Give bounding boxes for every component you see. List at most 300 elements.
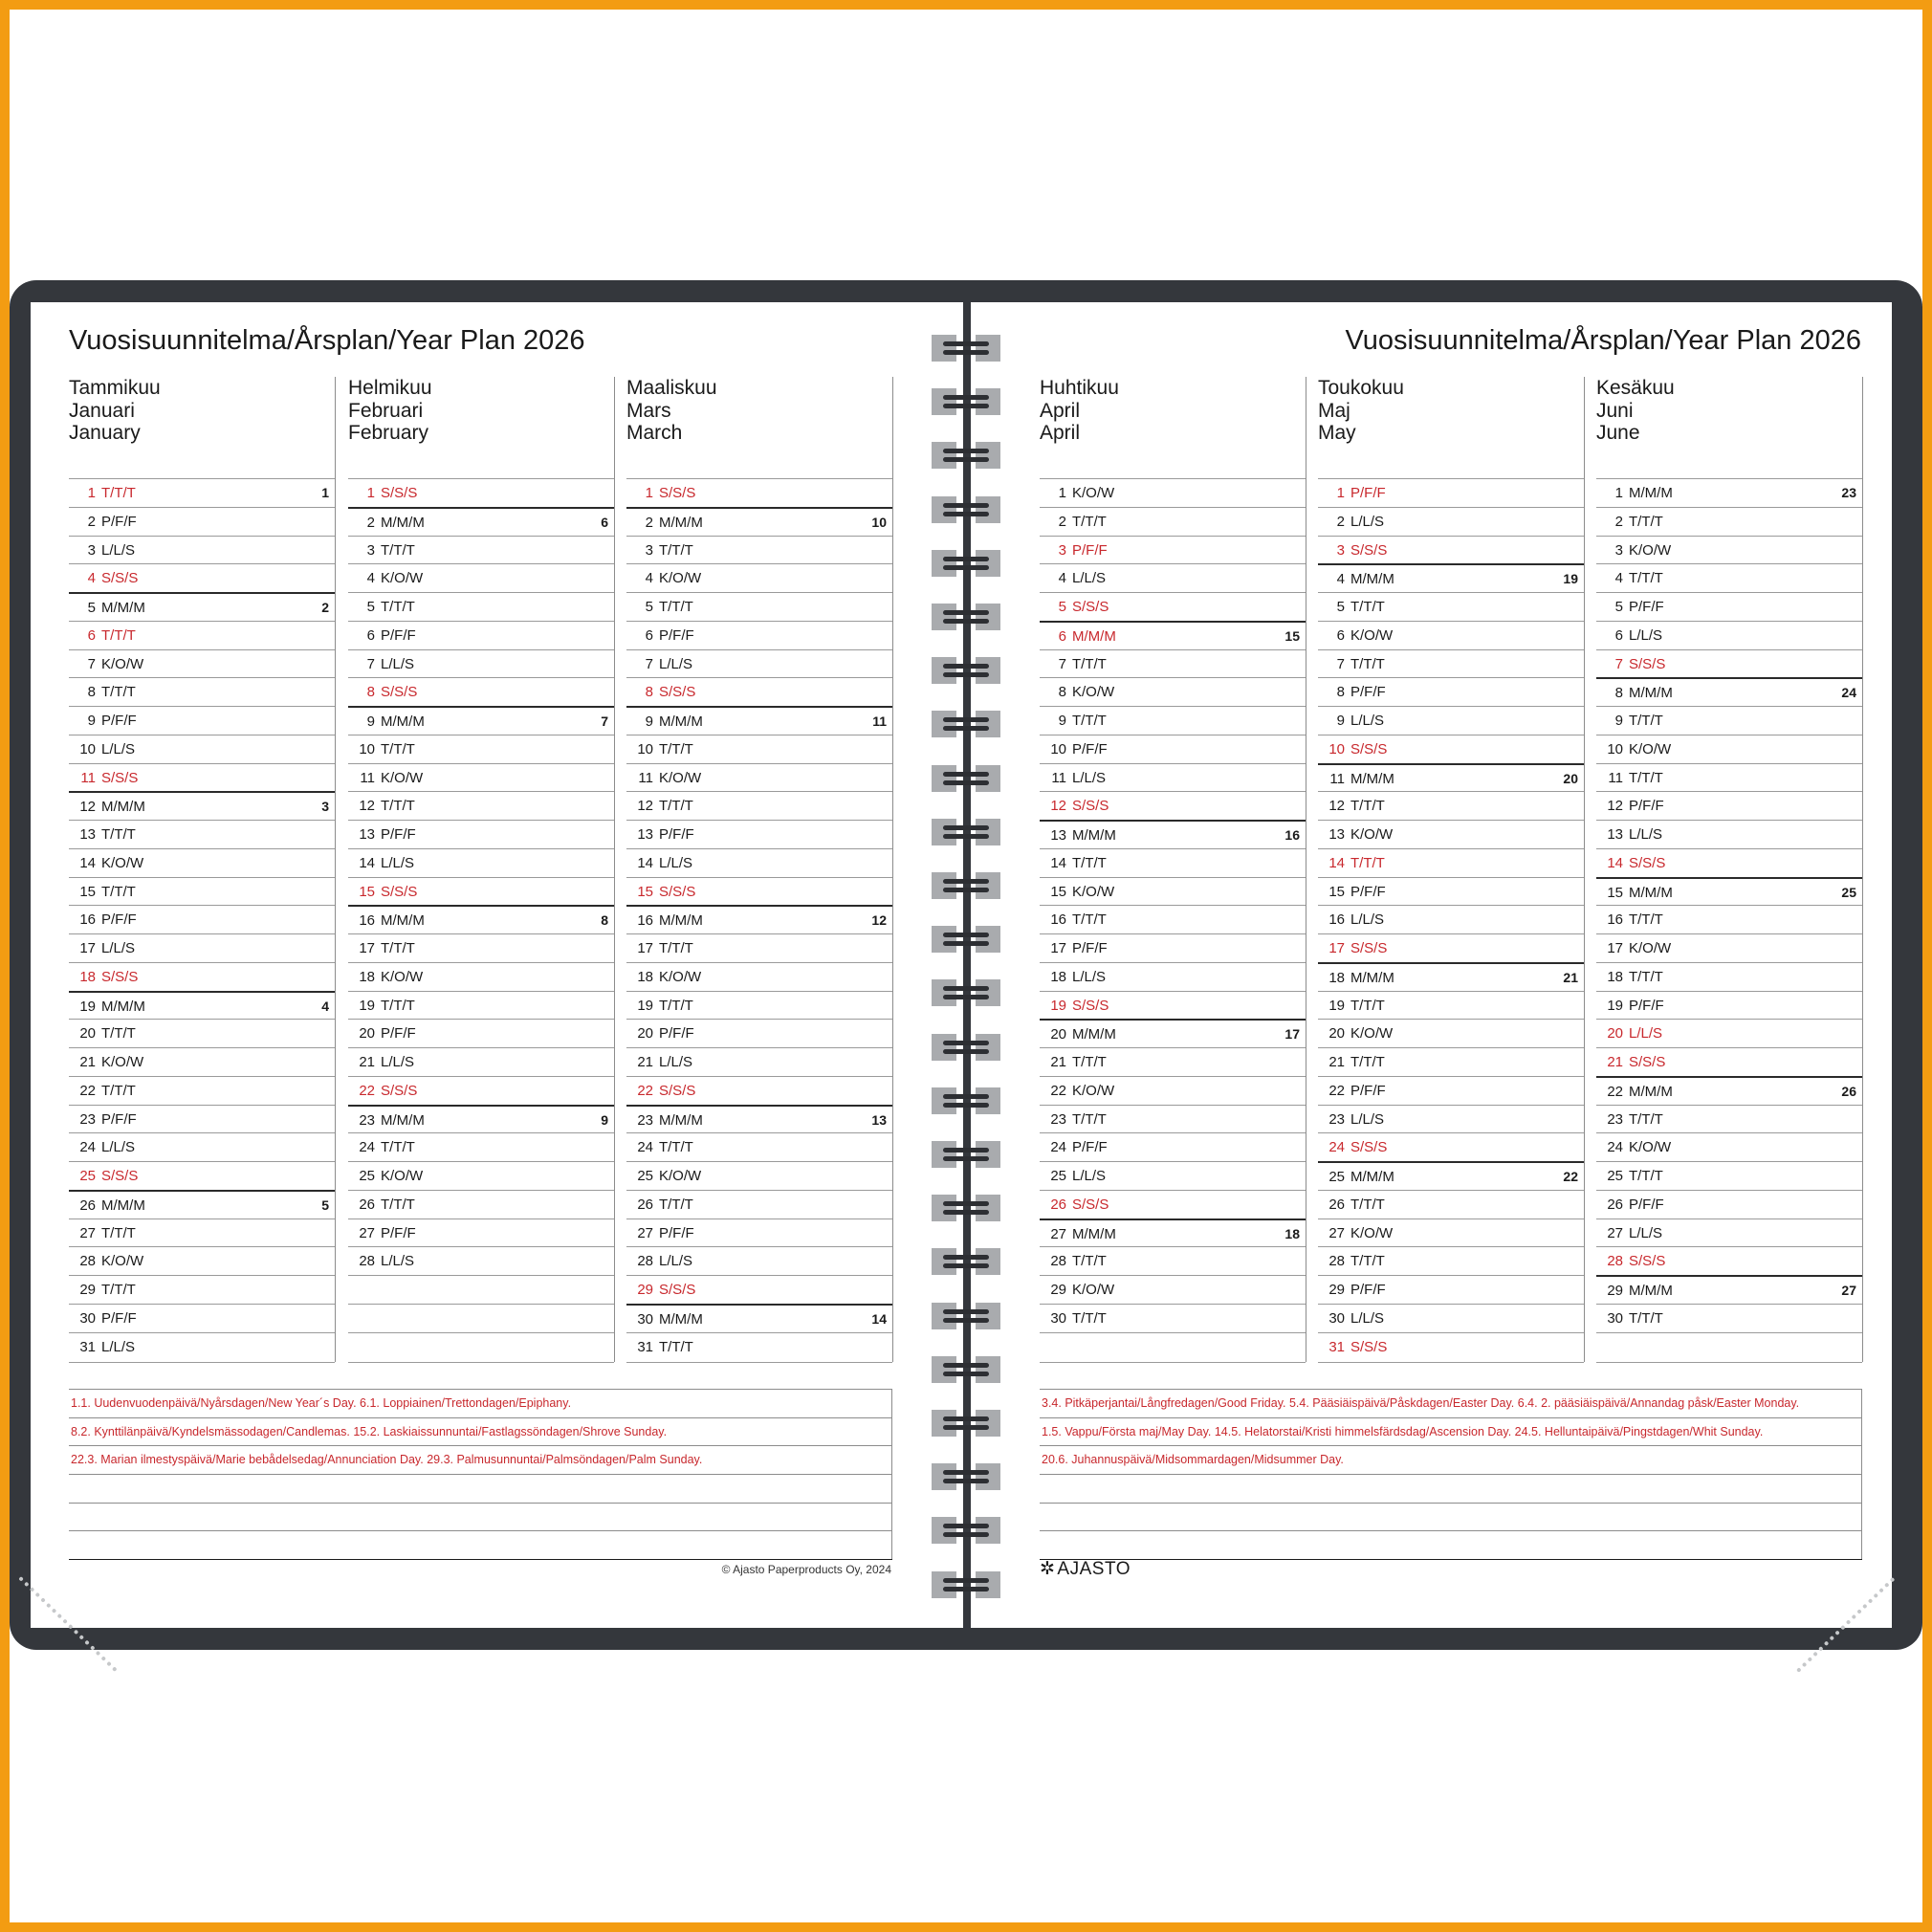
weekday-abbr: T/T/T: [381, 740, 415, 757]
day-row[interactable]: [626, 820, 892, 848]
weekday-abbr: K/O/W: [1350, 1025, 1394, 1043]
day-row[interactable]: [348, 763, 614, 792]
day-row[interactable]: [1318, 962, 1584, 991]
weekday-abbr: M/M/M: [381, 912, 425, 930]
weekday-abbr: T/T/T: [659, 740, 693, 757]
day-row[interactable]: [348, 820, 614, 848]
week-number: 12: [871, 912, 887, 929]
note-line[interactable]: [1040, 1474, 1862, 1503]
day-row[interactable]: [626, 1019, 892, 1047]
day-row[interactable]: [1318, 1275, 1584, 1304]
day-row[interactable]: [1040, 1019, 1306, 1047]
ajasto-logo: [1040, 1558, 1131, 1580]
day-row[interactable]: [1318, 877, 1584, 906]
weekday-abbr: T/T/T: [659, 940, 693, 956]
day-row[interactable]: [348, 1132, 614, 1161]
day-row[interactable]: [1318, 621, 1584, 649]
note-line[interactable]: [1040, 1503, 1862, 1531]
day-number: 24: [637, 1139, 653, 1156]
day-number: 12: [359, 798, 375, 815]
day-row[interactable]: [1318, 1132, 1584, 1161]
weekday-abbr: S/S/S: [1350, 940, 1388, 956]
day-number: 16: [1328, 911, 1345, 929]
day-row[interactable]: [69, 536, 335, 564]
month-name-fi: Toukokuu: [1318, 377, 1404, 399]
note-line[interactable]: 1.5. Vappu/Första maj/May Day. 14.5. Helatorstai/Kristi himmelsfärdsdag/Ascension Day. 24.5. Helluntaipäivä/Pingstdagen/Whit Sunday.: [1040, 1417, 1862, 1446]
day-row[interactable]: [348, 706, 614, 735]
day-row[interactable]: [1040, 1246, 1306, 1275]
day-row[interactable]: [348, 1047, 614, 1076]
day-row[interactable]: [1040, 820, 1306, 848]
day-row[interactable]: [348, 1332, 614, 1361]
day-row[interactable]: [69, 507, 335, 536]
day-row[interactable]: [1596, 1332, 1862, 1361]
day-row[interactable]: [69, 1047, 335, 1076]
day-number: 21: [1607, 1054, 1623, 1070]
day-row[interactable]: [69, 1246, 335, 1275]
weekday-abbr: T/T/T: [101, 1082, 136, 1099]
day-row[interactable]: [1040, 735, 1306, 763]
day-number: 10: [1607, 740, 1623, 757]
day-row[interactable]: [1596, 621, 1862, 649]
day-row[interactable]: [69, 1332, 335, 1361]
day-row[interactable]: [1040, 877, 1306, 906]
day-row[interactable]: [1318, 1304, 1584, 1332]
weekday-abbr: T/T/T: [101, 626, 136, 644]
day-row[interactable]: [626, 1076, 892, 1105]
day-row[interactable]: [1318, 592, 1584, 621]
day-number: 27: [1050, 1225, 1066, 1242]
day-row[interactable]: [348, 848, 614, 877]
day-number: 15: [637, 883, 653, 900]
day-number: 23: [1050, 1110, 1066, 1128]
day-row[interactable]: [69, 621, 335, 649]
day-row[interactable]: [1318, 1190, 1584, 1218]
day-row[interactable]: [626, 1105, 892, 1133]
day-row[interactable]: [1040, 1105, 1306, 1133]
day-row[interactable]: [1318, 1161, 1584, 1190]
day-row[interactable]: [1040, 763, 1306, 792]
day-row[interactable]: [348, 649, 614, 678]
day-number: 15: [1607, 884, 1623, 901]
day-number: 29: [1607, 1283, 1623, 1299]
day-row[interactable]: [1596, 763, 1862, 792]
day-row[interactable]: [1318, 1246, 1584, 1275]
day-row[interactable]: [1318, 1218, 1584, 1247]
day-row[interactable]: [1040, 933, 1306, 962]
day-row[interactable]: [1596, 1304, 1862, 1332]
day-row[interactable]: [1318, 848, 1584, 877]
day-row[interactable]: [626, 478, 892, 507]
day-number: 7: [645, 655, 653, 672]
month-name: [626, 377, 717, 445]
day-row[interactable]: [626, 677, 892, 706]
week-number: 17: [1284, 1026, 1300, 1043]
spiral-ring: [932, 1195, 1000, 1221]
day-row[interactable]: [1318, 791, 1584, 820]
day-row[interactable]: [69, 1076, 335, 1105]
week-number: 26: [1841, 1083, 1856, 1099]
day-number: 23: [359, 1111, 375, 1129]
weekday-abbr: L/L/S: [1072, 968, 1107, 985]
day-row[interactable]: [626, 1304, 892, 1332]
day-number: 14: [637, 854, 653, 871]
day-number: 19: [359, 997, 375, 1014]
day-number: 22: [1607, 1083, 1623, 1100]
day-number: 22: [637, 1082, 653, 1099]
day-row[interactable]: [1318, 735, 1584, 763]
day-row[interactable]: [348, 1304, 614, 1332]
day-row[interactable]: [348, 1161, 614, 1190]
day-row[interactable]: [348, 1076, 614, 1105]
day-row[interactable]: [1596, 649, 1862, 678]
day-number: 9: [1614, 713, 1623, 729]
weekday-abbr: P/F/F: [101, 911, 137, 929]
note-line[interactable]: [1040, 1530, 1862, 1559]
day-row[interactable]: [626, 507, 892, 536]
day-row[interactable]: [626, 1218, 892, 1247]
day-row[interactable]: [626, 905, 892, 933]
day-row[interactable]: [1318, 1076, 1584, 1105]
spiral-ring: [932, 496, 1000, 523]
day-number: 20: [79, 1025, 96, 1043]
day-row[interactable]: [1596, 848, 1862, 877]
day-row[interactable]: [1596, 536, 1862, 564]
day-row[interactable]: [69, 1161, 335, 1190]
day-number: 3: [1614, 541, 1623, 559]
weekday-abbr: P/F/F: [1629, 997, 1664, 1014]
day-number: 22: [79, 1082, 96, 1099]
day-row[interactable]: [626, 763, 892, 792]
day-row[interactable]: [69, 1019, 335, 1047]
day-row[interactable]: [348, 991, 614, 1020]
spiral-ring: [932, 335, 1000, 362]
day-number: 15: [1050, 883, 1066, 900]
day-row[interactable]: [1040, 1190, 1306, 1218]
weekday-abbr: T/T/T: [1629, 1309, 1663, 1327]
day-row[interactable]: [1596, 563, 1862, 592]
weekday-abbr: L/L/S: [1629, 1025, 1663, 1043]
weekday-abbr: T/T/T: [1629, 570, 1663, 587]
day-row[interactable]: [626, 848, 892, 877]
day-row[interactable]: [69, 763, 335, 792]
day-row[interactable]: [626, 1132, 892, 1161]
day-row[interactable]: [1596, 962, 1862, 991]
day-row[interactable]: [348, 478, 614, 507]
note-line[interactable]: [69, 1474, 892, 1503]
day-row[interactable]: [69, 877, 335, 906]
day-row[interactable]: [1596, 478, 1862, 507]
day-row[interactable]: [626, 991, 892, 1020]
day-row[interactable]: [626, 536, 892, 564]
day-row[interactable]: [1596, 1019, 1862, 1047]
day-row[interactable]: [1596, 905, 1862, 933]
day-row[interactable]: [69, 1190, 335, 1218]
day-row[interactable]: [1318, 1019, 1584, 1047]
note-line[interactable]: 3.4. Pitkäperjantai/Långfredagen/Good Friday. 5.4. Pääsiäispäivä/Påskdagen/Easter Day. 6.4. 2. pääsiäispäivä/Annandag påsk/Easter Monday.: [1040, 1389, 1862, 1417]
day-row[interactable]: [348, 1019, 614, 1047]
day-row[interactable]: [1596, 1132, 1862, 1161]
day-row[interactable]: [1596, 706, 1862, 735]
day-number: 30: [1050, 1309, 1066, 1327]
day-row[interactable]: [1318, 536, 1584, 564]
day-row[interactable]: [348, 905, 614, 933]
day-row[interactable]: [1596, 791, 1862, 820]
day-row[interactable]: [1318, 933, 1584, 962]
day-row[interactable]: [626, 962, 892, 991]
day-row[interactable]: [1596, 933, 1862, 962]
day-row[interactable]: [1040, 1304, 1306, 1332]
weekday-abbr: P/F/F: [1629, 599, 1664, 615]
day-row[interactable]: [69, 820, 335, 848]
day-number: 26: [1328, 1196, 1345, 1213]
day-number: 21: [1050, 1054, 1066, 1070]
day-row[interactable]: [69, 563, 335, 592]
day-row[interactable]: [1596, 1190, 1862, 1218]
day-row[interactable]: [69, 706, 335, 735]
weekday-abbr: L/L/S: [381, 854, 415, 871]
day-row[interactable]: [348, 791, 614, 820]
day-number: 19: [1050, 997, 1066, 1014]
day-number: 12: [637, 798, 653, 815]
day-row[interactable]: [1040, 1275, 1306, 1304]
day-row[interactable]: [1596, 1246, 1862, 1275]
day-row[interactable]: [69, 1105, 335, 1133]
day-row[interactable]: [1318, 763, 1584, 792]
weekday-abbr: M/M/M: [1629, 485, 1673, 501]
day-row[interactable]: [1040, 791, 1306, 820]
day-row[interactable]: [348, 677, 614, 706]
day-row[interactable]: [1596, 592, 1862, 621]
day-row[interactable]: [69, 592, 335, 621]
day-row[interactable]: [1596, 1275, 1862, 1304]
day-row[interactable]: [348, 877, 614, 906]
day-number: 30: [1328, 1309, 1345, 1327]
day-row[interactable]: [1596, 991, 1862, 1020]
spiral-ring: [932, 1087, 1000, 1114]
weekday-abbr: K/O/W: [1072, 1082, 1115, 1099]
day-row[interactable]: [348, 1246, 614, 1275]
day-number: 18: [359, 968, 375, 985]
day-row[interactable]: [69, 1304, 335, 1332]
day-number: 2: [1336, 513, 1345, 530]
day-row[interactable]: [1318, 1047, 1584, 1076]
day-row[interactable]: [348, 563, 614, 592]
weekday-abbr: L/L/S: [659, 854, 693, 871]
day-row[interactable]: [626, 706, 892, 735]
day-row[interactable]: [1040, 1076, 1306, 1105]
day-number: 17: [637, 940, 653, 956]
weekday-abbr: K/O/W: [1350, 826, 1394, 843]
day-row[interactable]: [1040, 905, 1306, 933]
week-number: 5: [321, 1197, 329, 1213]
day-row[interactable]: [1596, 1218, 1862, 1247]
weekday-abbr: K/O/W: [1072, 883, 1115, 900]
day-row[interactable]: [626, 1190, 892, 1218]
day-row[interactable]: [1040, 1047, 1306, 1076]
day-row[interactable]: [348, 621, 614, 649]
day-row[interactable]: [1596, 1076, 1862, 1105]
day-row[interactable]: [1318, 478, 1584, 507]
day-row[interactable]: [1596, 735, 1862, 763]
day-row[interactable]: [69, 649, 335, 678]
weekday-abbr: P/F/F: [1629, 1196, 1664, 1213]
day-number: 7: [366, 655, 375, 672]
day-row[interactable]: [348, 1105, 614, 1133]
day-row[interactable]: [1596, 1161, 1862, 1190]
day-row[interactable]: [626, 621, 892, 649]
day-row[interactable]: [1318, 991, 1584, 1020]
day-row[interactable]: [348, 507, 614, 536]
day-row[interactable]: [626, 1275, 892, 1304]
day-number: 5: [645, 599, 653, 615]
spiral-ring: [932, 765, 1000, 792]
day-row[interactable]: [69, 735, 335, 763]
day-row[interactable]: [1040, 706, 1306, 735]
day-row[interactable]: [69, 905, 335, 933]
day-row[interactable]: [1040, 1218, 1306, 1247]
notes-bottom-rule: [1040, 1559, 1862, 1560]
day-row[interactable]: [1040, 563, 1306, 592]
day-row[interactable]: [1040, 1132, 1306, 1161]
day-row[interactable]: [1318, 820, 1584, 848]
day-row[interactable]: [1040, 991, 1306, 1020]
day-row[interactable]: [1596, 677, 1862, 706]
day-row[interactable]: [1596, 877, 1862, 906]
day-row[interactable]: [348, 1190, 614, 1218]
day-row[interactable]: [348, 962, 614, 991]
day-number: 23: [1607, 1110, 1623, 1128]
day-row[interactable]: [69, 991, 335, 1020]
day-row[interactable]: [626, 933, 892, 962]
day-row[interactable]: [1596, 820, 1862, 848]
weekday-abbr: S/S/S: [1072, 599, 1109, 615]
day-row[interactable]: [626, 735, 892, 763]
day-row[interactable]: [1318, 563, 1584, 592]
note-line[interactable]: 20.6. Juhannuspäivä/Midsommardagen/Midsummer Day.: [1040, 1445, 1862, 1474]
day-row[interactable]: [1040, 677, 1306, 706]
day-row[interactable]: [626, 1332, 892, 1361]
day-row[interactable]: [69, 1218, 335, 1247]
day-row[interactable]: [1040, 848, 1306, 877]
day-row[interactable]: [1318, 677, 1584, 706]
day-row[interactable]: [348, 536, 614, 564]
note-line[interactable]: 8.2. Kynttilänpäivä/Kyndelsmässodagen/Candlemas. 15.2. Laskiaissunnuntai/Fastlagssöndagen/Shrove Sunday.: [69, 1417, 892, 1446]
day-number: 6: [1058, 627, 1066, 645]
day-row[interactable]: [1040, 536, 1306, 564]
day-row[interactable]: [69, 1275, 335, 1304]
day-row[interactable]: [626, 791, 892, 820]
note-line[interactable]: 22.3. Marian ilmestyspäivä/Marie bebådelsedag/Annunciation Day. 29.3. Palmusunnuntai/Palmsöndagen/Palm Sunday.: [69, 1445, 892, 1474]
day-row[interactable]: [69, 933, 335, 962]
day-number: 25: [79, 1168, 96, 1184]
day-row[interactable]: [348, 735, 614, 763]
day-number: 5: [366, 599, 375, 615]
holiday-notes-right: [1040, 1389, 1862, 1560]
day-row[interactable]: [1596, 1105, 1862, 1133]
day-row[interactable]: [1318, 706, 1584, 735]
day-row[interactable]: [626, 877, 892, 906]
day-number: 6: [87, 626, 96, 644]
day-row[interactable]: [348, 1218, 614, 1247]
day-row[interactable]: [1318, 507, 1584, 536]
month-name: [69, 377, 161, 445]
day-row[interactable]: [69, 791, 335, 820]
day-row[interactable]: [348, 933, 614, 962]
day-row[interactable]: [69, 478, 335, 507]
week-number: 7: [601, 714, 608, 729]
day-row[interactable]: [69, 1132, 335, 1161]
note-line[interactable]: [69, 1503, 892, 1531]
day-number: 21: [637, 1054, 653, 1070]
month-name-en: May: [1318, 422, 1356, 444]
day-row[interactable]: [69, 848, 335, 877]
day-number: 8: [645, 684, 653, 701]
spiral-ring: [932, 604, 1000, 630]
weekday-abbr: P/F/F: [1350, 684, 1386, 701]
weekday-abbr: T/T/T: [1350, 655, 1385, 672]
day-row[interactable]: [69, 962, 335, 991]
day-row[interactable]: [626, 1047, 892, 1076]
day-row[interactable]: [1318, 905, 1584, 933]
weekday-abbr: L/L/S: [1350, 1309, 1385, 1327]
weekday-abbr: P/F/F: [101, 1309, 137, 1327]
weekday-abbr: T/T/T: [381, 798, 415, 815]
week-number: 8: [601, 912, 608, 929]
day-row[interactable]: [1040, 649, 1306, 678]
note-line[interactable]: [69, 1530, 892, 1559]
weekday-abbr: L/L/S: [1629, 826, 1663, 843]
weekday-abbr: S/S/S: [659, 684, 696, 701]
day-number: 1: [645, 485, 653, 501]
day-row[interactable]: [626, 592, 892, 621]
day-row[interactable]: [1596, 507, 1862, 536]
day-row[interactable]: [626, 1246, 892, 1275]
day-row[interactable]: [1040, 507, 1306, 536]
spiral-ring: [932, 657, 1000, 684]
day-number: 3: [645, 541, 653, 559]
weekday-abbr: K/O/W: [659, 1168, 702, 1184]
weekday-abbr: K/O/W: [381, 769, 424, 786]
day-row[interactable]: [626, 563, 892, 592]
spiral-ring: [932, 1303, 1000, 1329]
note-line[interactable]: 1.1. Uudenvuodenpäivä/Nyårsdagen/New Year´s Day. 6.1. Loppiainen/Trettondagen/Epiphany.: [69, 1389, 892, 1417]
day-row[interactable]: [1596, 1047, 1862, 1076]
weekday-abbr: S/S/S: [659, 883, 696, 900]
weekday-abbr: K/O/W: [101, 854, 144, 871]
day-row[interactable]: [626, 1161, 892, 1190]
day-row[interactable]: [1318, 649, 1584, 678]
day-row[interactable]: [69, 677, 335, 706]
day-row[interactable]: [626, 649, 892, 678]
day-number: 2: [87, 513, 96, 530]
weekday-abbr: T/T/T: [659, 1196, 693, 1213]
weekday-abbr: P/F/F: [1629, 798, 1664, 815]
day-number: 8: [1614, 685, 1623, 702]
day-row[interactable]: [1040, 962, 1306, 991]
day-row[interactable]: [1040, 592, 1306, 621]
day-row[interactable]: [1318, 1105, 1584, 1133]
day-row[interactable]: [348, 1275, 614, 1304]
day-row[interactable]: [348, 592, 614, 621]
day-number: 27: [359, 1224, 375, 1241]
day-row[interactable]: [1040, 621, 1306, 649]
day-number: 20: [359, 1025, 375, 1043]
day-row[interactable]: [1318, 1332, 1584, 1361]
day-row[interactable]: [1040, 1161, 1306, 1190]
day-row[interactable]: [1040, 1332, 1306, 1361]
day-row[interactable]: [1040, 478, 1306, 507]
